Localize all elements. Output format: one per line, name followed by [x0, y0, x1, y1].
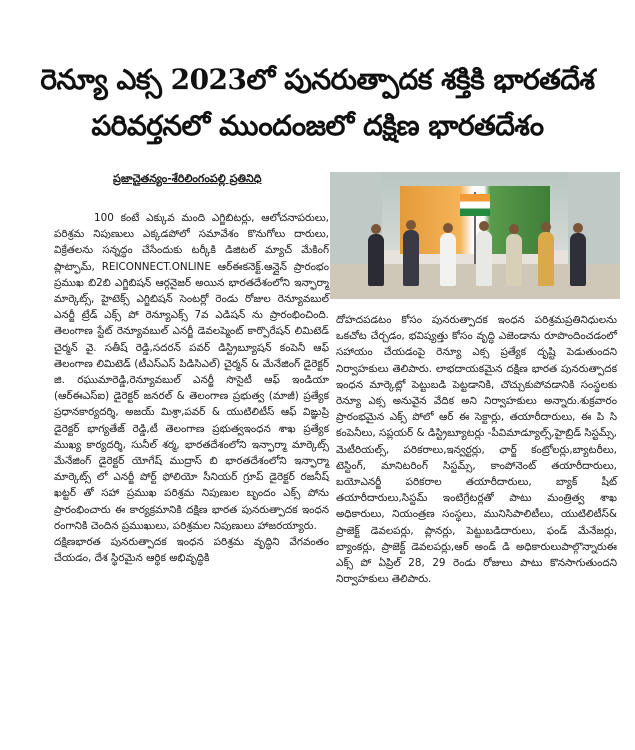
left-paragraph-2: దక్షిణభారత పునరుత్పాదక ఇంధన పరిశ్రమ వృద్ధిని వేగవంతం చేయడం, దేశ స్థిరమైన ఆర్థిక అభివృద్ధికి — [54, 536, 329, 565]
flag-icon — [460, 194, 490, 216]
person-head — [479, 221, 489, 231]
left-paragraph-1: 100 కంటే ఎక్కువ మంది ఎగ్జిబిటర్లు, ఆలోచనాపరులు, పరిశ్రమ నిపుణులు ఎక్కడపోలో సమావేశం కొనుగోలు దారులు, విక్రేతలను సన్నద్ధం చేసేందుకు టర్కీకి డిజిటల్ మ్యాచ్ మేకింగ్ ప్లాట్ఫామ్, REICONNECT.ONLINE ఆర్ఈకనెక్ట్.ఆన్లైన్ ప్రారంభం ప్రముఖ బి2బి ఎగ్జిబిషన్ ఆర్గనైజర్ అయిన భారతదేశంలోని ఇన్ఫార్మా మార్కెట్స్, హైటెక్స్ ఎగ్జిబిషన్ సెంటర్లో రెండు రోజుల రెన్యూవబుల్ ఎనర్జీ ట్రేడ్ ఎక్స్ పో రెన్యూఎక్స్ 7వ ఎడిషన్ ను ప్రారంభించింది. తెలంగాణ స్టేట్ రెన్యూవబుల్ ఎనర్జీ డెవలప్మెంట్ కార్పొరేషన్ లిమిటెడ్ చైర్మన్ వై. సతీష్ రెడ్డి,సదరన్ పవర్ డిస్ట్రిబ్యూషన్ కంపెనీ ఆఫ్ తెలంగాణ లిమిటెడ్ (టీఎస్ఎస్ పిడిసిఎల్) చైర్మన్ & మేనేజింగ్ డైరెక్టర్ జి. రఘుమారెడ్డి,రెన్యూవబుల్ ఎనర్జీ సొసైటీ ఆఫ్ ఇండియా (ఆర్ఈఎస్ఐ) డైరెక్టర్ జనరల్ & తెలంగాణ ప్రభుత్వ (మాజీ) ప్రత్యేక ప్రధానకార్యదర్శి, అజయ్ మిశ్రా,పవర్ & యుటిలిటీస్ ఆఫ్ విఙ్ఞుప్రి డైరెక్టర్ భాగ్యతేజ్ రెడ్డి,టీ తెలంగాణ ప్రభుత్వఇంధన శాఖ ప్రత్యేక ముఖ్య కార్యదర్శి, సునీల్ శర్మ, భారతదేశంలోని ఇన్ఫార్మా మార్కెట్స్ మేనేజింగ్ డైరెక్టర్ యోగేష్ ముద్రాస్ బి భారతదేశంలోని ఇన్ఫార్మా మార్కెట్స్ లో ఎనర్జీ పోర్ట్ ఫోలియో సీనియర్ గ్రూప్ డైరెక్టర్ రజనీష్ ఖట్టర్ తో సహా ప్రముఖ పరిశ్రమ నిపుణుల బృందం ఎక్స్ పోను ప్రారంభించారు ఈ కార్యక్రమానికి దక్షిణ భారత పునరుత్పాదక ఇంధన రంగానికి చెందిన ప్రముఖులు, పరిశ్రమల నిపుణులు హాజరయ్యారు. — [54, 212, 329, 532]
person — [440, 233, 456, 286]
left-column — [54, 210, 329, 566]
person-head — [509, 224, 519, 234]
article-headline — [0, 62, 635, 144]
person-head — [371, 224, 381, 234]
person — [368, 234, 384, 286]
event-photo — [330, 172, 620, 299]
right-paragraph: దోహదపడటం కోసం పునరుత్పాదక ఇంధన పరిశ్రమప్రతినిధులను ఒకచోట చేర్చడం, భవిష్యత్తు కోసం వృద్ధి ఎజెండాను రూపొందించడంలో సహాయం చేయడంపై రెన్యూ ఎక్స ప్రత్యేక దృష్టి పెడుతుందని నిర్వాహకులు తెలిపారు. లాభదాయకమైన దక్షిణ భారత పునరుత్పాదక ఇంధన మార్కెట్లో పెట్టుబడి పెట్టడానికి, చొచ్చుకుపోవడానికి సంస్థలకు రెన్యూ ఎక్స అనువైన వేదిక అని నిర్వాహకులు అన్నారు.శుక్రవారం ప్రారంభమైన ఎక్స్ పోలో ఆర్ ఈ సెక్టార్లు, తయారీదారులు, ఈ పి సి కంపెనీలు, సప్లయర్ & డిస్ట్రిబ్యూటర్లు -పీవిమాడ్యూల్స్,హైబ్రిడ్ సిస్టమ్స్, మెటీరియల్స్, పరికరాలు,ఇన్వర్టర్లు, ఛార్జ్ కంట్రోలర్లు,బ్యాటరీలు, టెస్టింగ్, మానిటరింగ్ సిస్టమ్స్, కాంపోనెంట్ తయారీదారులు, బయోఎనర్జీ పరికరాల తయారీదారులు, బ్యాక్ షీట్ తయారీదారులు,సిస్టమ్ ఇంటిగ్రేటర్లతో పాటు మంత్రిత్వ శాఖ అధికారులు, నియంత్రణ సంస్థలు, మునిసిపాలిటీలు, యుటిలిటీస్& ప్రాజెక్ట్ డెవలపర్లు, ప్లానర్లు, పెట్టుబడిదారులు, ఫండ్ మేనేజర్లు, బ్యాంకర్లు, ప్రాజెక్ట్ డెవలపర్లు,ఆర్ అండ్ డి అధికారులుపాల్గొన్నారుఈ ఎక్స్ పో ఏప్రిల్ 28, 29 రెండు రోజులు పాటు కొనసాగుతుందని నిర్వాహకులు తెలిపారు. — [336, 314, 617, 586]
person — [538, 232, 554, 286]
person-head — [573, 223, 583, 233]
person — [476, 231, 492, 286]
person — [570, 233, 586, 286]
person-head — [443, 223, 453, 233]
person — [506, 234, 522, 286]
headline-line-1: రెన్యూ ఎక్స 2023లో పునరుత్పాదక శక్తికి భారతదేశ — [40, 63, 595, 96]
person — [403, 230, 419, 286]
byline: ప్రజాచైతన్యం-శేరిలింగంపల్లి ప్రతినిధి — [113, 172, 262, 185]
headline-line-2: పరివర్తనలో ముందంజలో దక్షిణ భారతదేశం — [91, 109, 544, 142]
person-head — [406, 220, 416, 230]
person-head — [541, 222, 551, 232]
right-column — [336, 312, 617, 587]
